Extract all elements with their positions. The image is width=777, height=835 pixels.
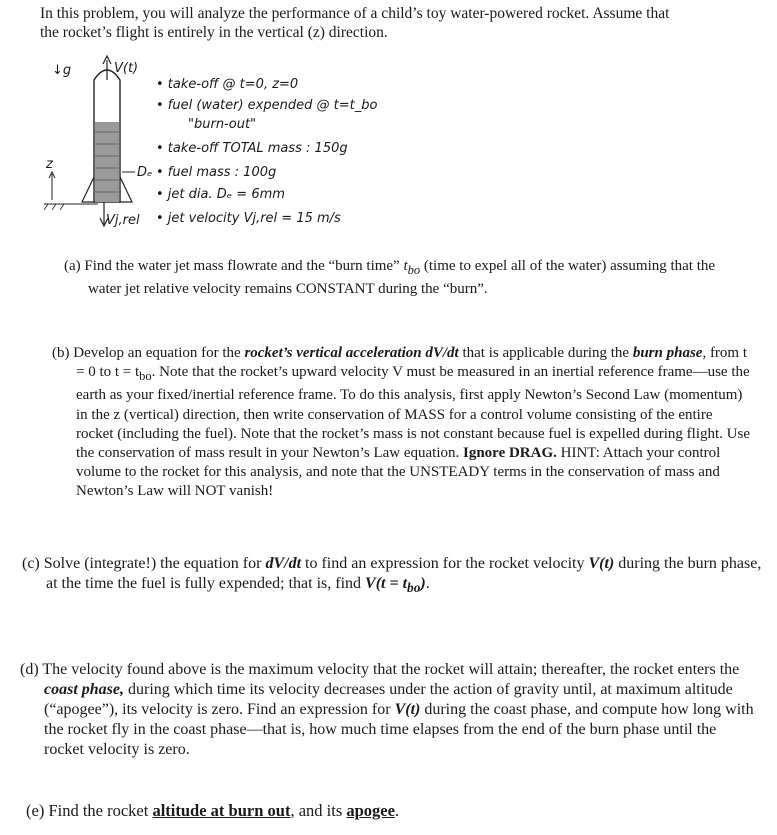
qb-text-2: that is applicable during the: [458, 345, 633, 361]
question-b: [52, 344, 752, 502]
qb-text-5: HINT: Attach your control volume to the rocket for this analysis, and note that the UNSTEADY terms in the conservation of mass and Newton’s Law will NOT vanish!: [76, 445, 721, 500]
qc-bold-vtbo-sub: bo: [407, 580, 421, 596]
qc-text-2: to find an expression for the rocket velocity: [301, 555, 589, 572]
note-fuel-mass: • fuel mass : 100g: [156, 165, 277, 180]
note-fuel-expended: • fuel (water) expended @ t=t_bo: [156, 98, 378, 113]
qd-text-2: during which time its velocity decreases under the action of gravity until, at maximum altitude (“apogee”), its velocity is zero. Find an expression for: [44, 681, 733, 718]
note-total-mass: • take-off TOTAL mass : 150g: [156, 141, 348, 156]
velocity-label: V(t): [114, 61, 139, 76]
rocket-sketch: [38, 52, 418, 242]
qc-text-1: (c) Solve (integrate!) the equation for: [22, 555, 266, 572]
qa-text-1: (a) Find the water jet mass flowrate and the “burn time”: [64, 258, 404, 274]
qa-text-3: that the water jet relative velocity remains CONSTANT during the “burn”.: [88, 258, 716, 297]
jet-velocity-label: Vj,rel: [106, 213, 140, 228]
qd-text-3: during the coast phase, and compute how long with the rocket fly in the coast phase—that is, how much time elapses from the end of the burn phase until the rocket velocity is zero.: [44, 701, 754, 758]
qc-bold-vt: V(t): [588, 555, 615, 572]
qb-ignore-drag: Ignore DRAG.: [463, 445, 557, 462]
water-fuel: [95, 122, 119, 202]
note-burnout: "burn-out": [188, 117, 257, 132]
intro-line-1: In this problem, you will analyze the performance of a child’s toy water-powered rocket. Assume that: [40, 5, 670, 22]
qc-bold-vtbo-end: ): [420, 575, 426, 592]
note-jet-velocity: • jet velocity Vj,rel = 15 m/s: [156, 211, 341, 226]
question-d: [20, 660, 760, 760]
intro-line-2: the rocket’s flight is entirely in the vertical (z) direction.: [40, 24, 388, 41]
qc-bold-dvdt: dV/dt: [265, 555, 302, 572]
qc-bold-vtbo: V(t = t: [365, 575, 408, 592]
qd-bold-coast-phase: coast phase,: [44, 681, 124, 698]
qb-bold-acceleration: rocket’s vertical acceleration dV/dt: [244, 345, 459, 361]
qb-text-4: . Note that the rocket’s upward velocity V must be measured in an inertial reference frame—use the earth as your fixed/inertial reference frame. To do this analysis, first apply Newton’s Second Law (momentum) in the z (vertical) direction, then write conservation of MASS for a control volume consisting of the entire rocket (including the fuel). Note that the rocket’s mass is not constant because fuel is expelled during flight. Use the conservation of mass result in your Newton’s Law equation.: [76, 364, 750, 462]
qa-tbo: t: [403, 258, 408, 274]
qd-bold-vt: V(t): [394, 701, 421, 718]
ground-hatching: [44, 204, 64, 210]
qb-tbo-sub: bo: [139, 369, 152, 384]
rocket-fin-left: [82, 177, 94, 202]
qe-text-2: , and its: [290, 801, 347, 820]
z-label: z: [46, 157, 53, 172]
qe-text-3: .: [394, 801, 400, 820]
qe-text-1: (e) Find the rocket: [26, 801, 153, 820]
gravity-label: ↓g: [52, 63, 72, 78]
rocket-diagram: [38, 52, 418, 242]
qd-text-1: (d) The velocity found above is the maximum velocity that the rocket will attain; thereafter, the rocket enters the: [20, 661, 740, 678]
qa-tbo-sub: bo: [407, 263, 421, 277]
qc-text-3: during the burn phase, at the time the fuel is fully expended; that is, find: [46, 555, 762, 592]
qe-altitude-burnout: altitude at burn out: [152, 801, 291, 820]
question-e: [26, 801, 766, 821]
rocket-fin-right: [120, 177, 132, 202]
question-c: [22, 554, 762, 598]
qa-text-2: (time to expel all of the water) assuming: [420, 258, 667, 274]
qe-apogee: apogee: [346, 801, 395, 820]
note-jet-diameter: • jet dia. Dₑ = 6mm: [156, 187, 285, 202]
question-a: [64, 257, 744, 298]
qb-text-1: (b) Develop an equation for the: [52, 345, 245, 361]
de-label: Dₑ: [137, 165, 153, 180]
problem-intro: [40, 4, 760, 42]
note-takeoff: • take-off @ t=0, z=0: [156, 77, 299, 92]
qc-text-4: .: [425, 575, 430, 592]
qb-text-3: , from t = 0 to t = t: [76, 345, 748, 381]
qb-bold-burn-phase: burn phase: [632, 345, 703, 361]
